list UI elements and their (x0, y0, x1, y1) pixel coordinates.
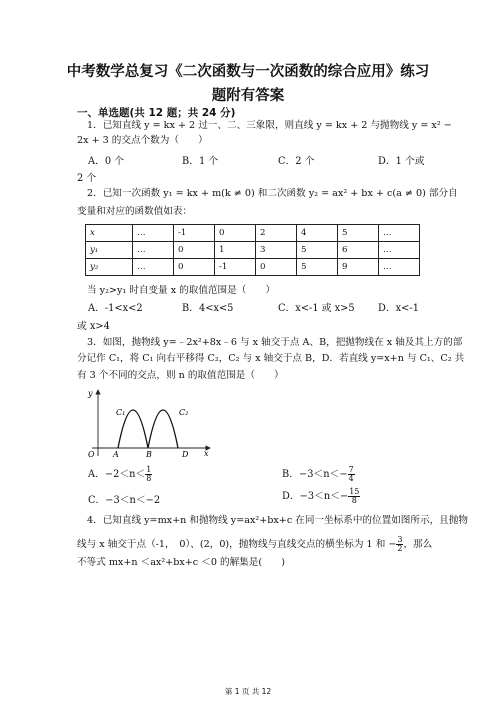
table-cell: 0 (174, 242, 215, 259)
table-cell: … (133, 242, 174, 259)
q3-option-d (282, 488, 360, 505)
table-cell: 5 (297, 242, 338, 259)
point-a-label: A (113, 450, 119, 458)
fraction (348, 466, 355, 483)
table-cell: 4 (297, 225, 338, 242)
denominator: 8 (146, 474, 152, 483)
q4-stem-line2-text: 线与 x 轴交于点（-1， 0）、(2，0)，抛物线与直线交点的横坐标为 1 和 − (77, 539, 397, 550)
table-cell: … (379, 259, 420, 276)
curve-c1-label: C₁ (116, 408, 126, 417)
curve-c2-label: C₂ (179, 408, 189, 417)
fraction (348, 488, 360, 505)
table-cell: -1 (215, 259, 256, 276)
table-cell: … (379, 225, 420, 242)
q1-option-d-cont: 2 个 (77, 173, 97, 184)
section-heading: 一、单选题(共 12 题；共 24 分) (77, 107, 236, 119)
fraction (145, 466, 152, 483)
q3-parabola-figure (80, 386, 220, 458)
q1-stem-line2: 2x + 3 的交点个数为（ ） (77, 135, 208, 146)
table-cell: y₂ (86, 259, 133, 276)
table-cell: 2 (256, 225, 297, 242)
q3-option-d-text: D．−3＜n＜− (282, 491, 349, 502)
table-cell: 5 (297, 259, 338, 276)
q3-option-b (282, 466, 355, 483)
document-title-line2: 题附有答案 (211, 88, 285, 104)
table-cell: 0 (174, 259, 215, 276)
page-footer: 第 1 页 共 12 (224, 687, 272, 696)
q3-stem-line1: 3．如图，抛物线 y=﹣2x²+8x﹣6 与 x 轴交于点 A、B，把抛物线在 x 轴及其上方的部 (87, 337, 463, 348)
q4-stem-line1: 4．已知直线 y=mx+n 和抛物线 y=ax²+bx+c 在同一坐标系中的位置如图所示，且抛物 (87, 515, 468, 526)
denominator: 4 (348, 474, 354, 483)
x-axis-label: x (204, 449, 209, 458)
table-cell: … (133, 259, 174, 276)
q2-stem-line2: 变量和对应的函数值如表： (77, 206, 193, 217)
origin-label: O (88, 450, 95, 458)
table-cell: y₁ (86, 242, 133, 259)
q3-stem-line2: 分记作 C₁，将 C₁ 向右平移得 C₂，C₂ 与 x 轴交于点 B，D．若直线 y=x+n 与 C₁、C₂ 共 (77, 353, 465, 364)
table-cell: 6 (338, 242, 379, 259)
q2-option-d-cont: 或 x>4 (77, 321, 110, 332)
table-cell: -1 (174, 225, 215, 242)
q1-option-b: B．1 个 (182, 156, 219, 167)
q3-option-a (88, 466, 152, 483)
table-cell: 0 (215, 225, 256, 242)
q2-option-d: D．x<-1 (378, 303, 419, 314)
q1-option-c: C．2 个 (278, 156, 315, 167)
q2-stem-line3: 当 y₂>y₁ 时自变量 x 的取值范围是（ ） (87, 285, 276, 296)
table-row (86, 259, 420, 276)
table-cell: 0 (256, 259, 297, 276)
document-title-line1: 中考数学总复习《二次函数与一次函数的综合应用》练习 (66, 64, 430, 80)
q2-stem-line1: 2．已知一次函数 y₁ = kx + m(k ≠ 0) 和二次函数 y₂ = ax² + bx + c(a ≠ 0) 部分自 (87, 188, 458, 199)
table-cell: 3 (256, 242, 297, 259)
table-row (86, 225, 420, 242)
curve-c2 (148, 410, 178, 448)
q4-stem-line3: 不等式 mx+n ＜ax²+bx+c ＜0 的解集是( ) (77, 557, 286, 568)
numerator: 1 (146, 465, 152, 474)
denominator: 8 (351, 496, 357, 505)
table-cell: 1 (215, 242, 256, 259)
y-axis-label: y (88, 389, 93, 398)
table-row (86, 242, 420, 259)
numerator: 7 (348, 465, 354, 474)
table-cell: … (133, 225, 174, 242)
q2-option-a: A．-1<x<2 (88, 303, 143, 314)
q3-option-a-text: A．−2＜n＜ (88, 469, 146, 480)
q1-option-d: D．1 个或 (378, 156, 425, 167)
q2-option-b: B．4<x<5 (182, 303, 234, 314)
q2-value-table (85, 224, 420, 276)
numerator: 3 (397, 535, 403, 544)
table-cell: 5 (338, 225, 379, 242)
table-cell: x (86, 225, 133, 242)
q3-stem-line3: 有 3 个不同的交点，则 n 的取值范围是（ ） (77, 370, 284, 381)
denominator: 2 (397, 544, 403, 553)
q1-option-a: A．0 个 (88, 156, 125, 167)
q3-option-b-text: B．−3＜n＜− (282, 469, 348, 480)
q4-stem-line2-tail: ，那么 (403, 539, 433, 550)
q1-stem-line1: 1．已知直线 y = kx + 2 过一、二、三象限，则直线 y = kx + 2 与抛物线 y = x² − (87, 120, 452, 131)
numerator: 15 (349, 487, 360, 496)
point-d-label: D (182, 450, 189, 458)
q3-option-c: C．−3＜n＜−2 (88, 495, 161, 506)
table-cell: 9 (338, 259, 379, 276)
q4-stem-line2 (77, 536, 432, 553)
point-b-label: B (146, 450, 152, 458)
table-cell: … (379, 242, 420, 259)
q2-option-c: C．x<-1 或 x>5 (278, 303, 355, 314)
